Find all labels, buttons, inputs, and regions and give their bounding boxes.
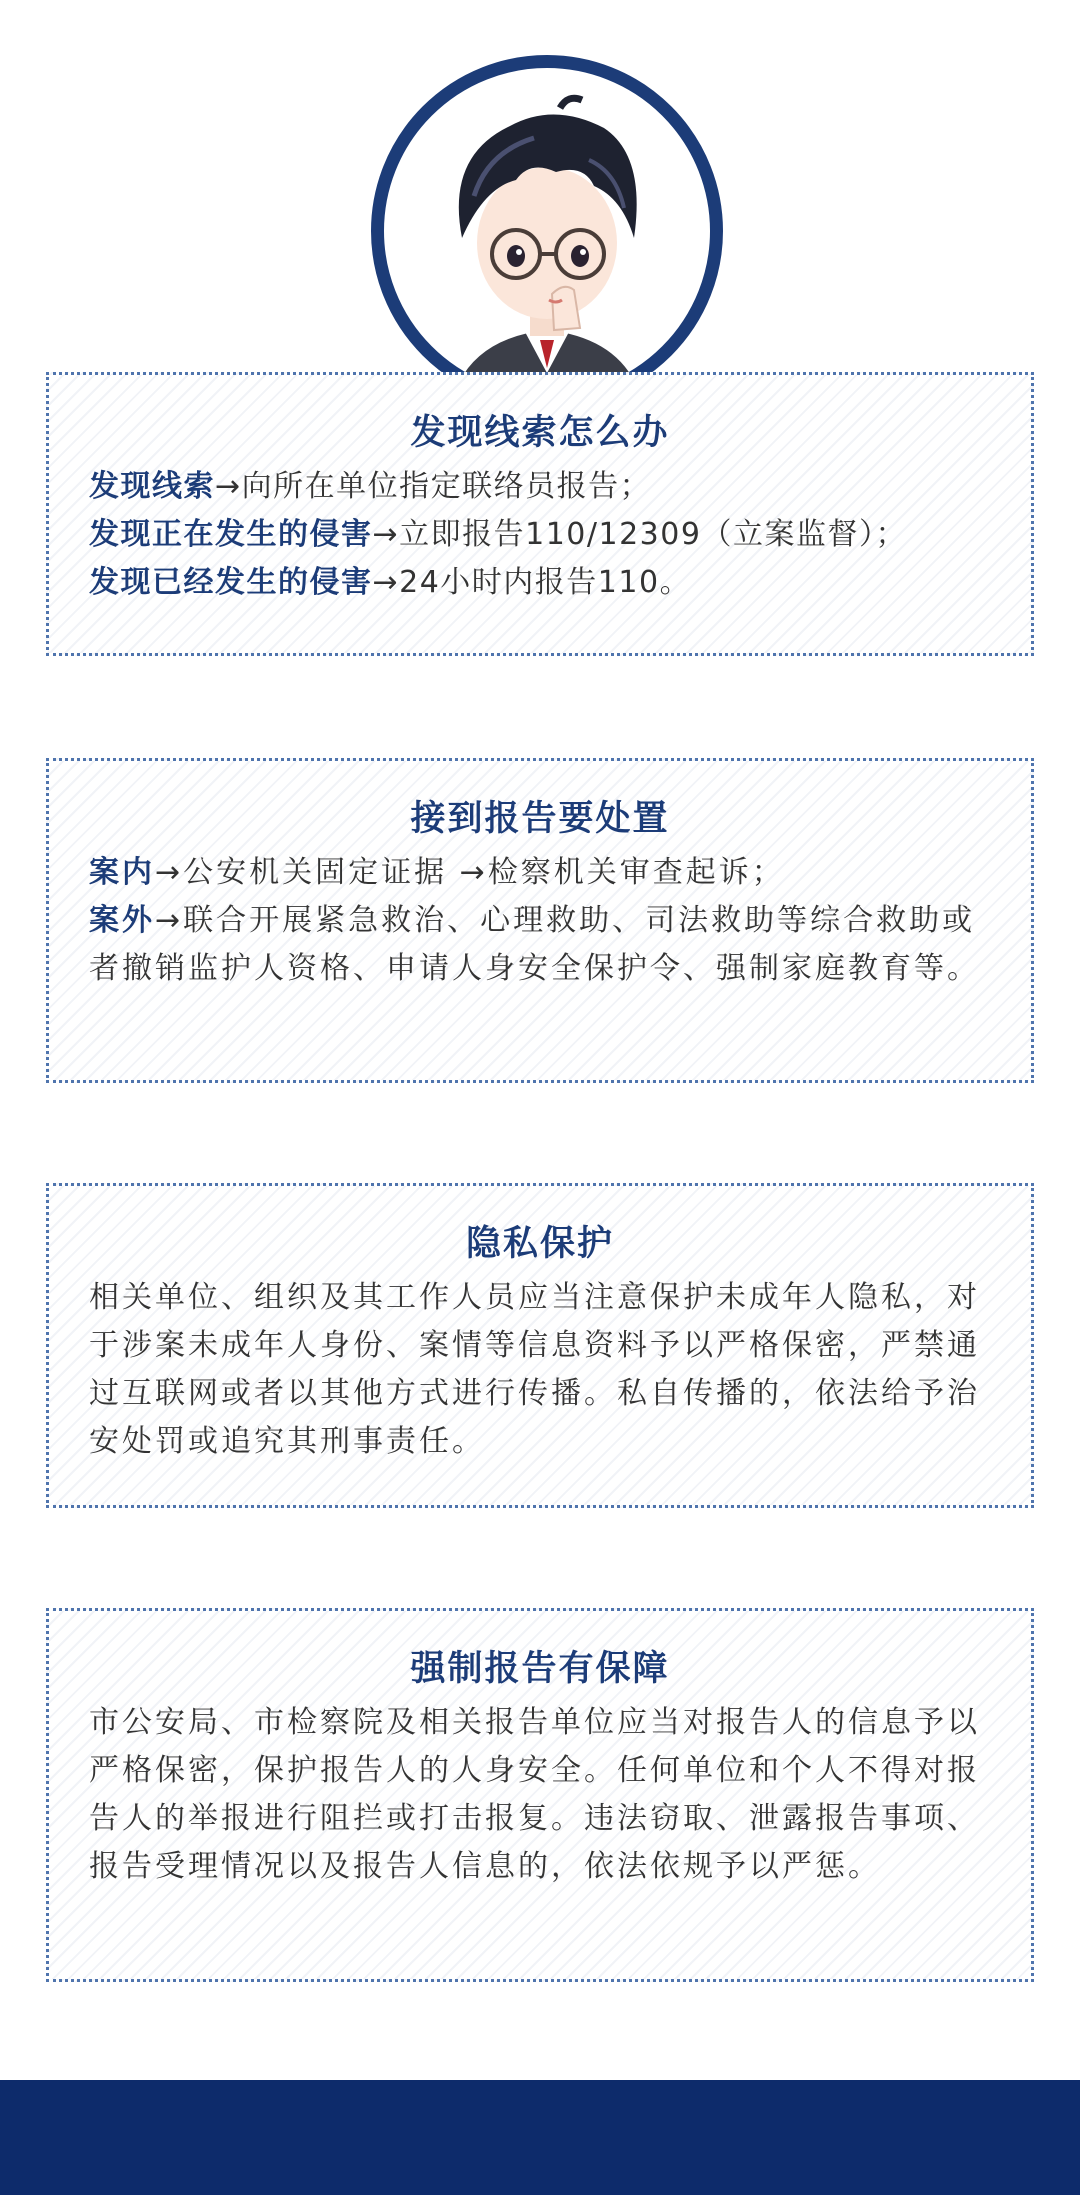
section-card-handling xyxy=(46,758,1034,1083)
line-text: →24小时内报告110。 xyxy=(372,565,692,600)
line-text: →联合开展紧急救治、心理救助、司法救助等综合救助或者撤销监护人资格、申请人身安全保护令、强制家庭教育等。 xyxy=(89,903,980,986)
footer-band xyxy=(0,2080,1080,2195)
avatar xyxy=(371,55,723,407)
keyword: 案内 xyxy=(89,855,155,890)
line-text: →公安机关固定证据 →检察机关审查起诉； xyxy=(155,855,785,890)
section-paragraph: 相关单位、组织及其工作人员应当注意保护未成年人隐私，对于涉案未成年人身份、案情等信息资料予以严格保密，严禁通过互联网或者以其他方式进行传播。私自传播的，依法给予治安处罚或追究其刑事责任。 xyxy=(89,1280,980,1459)
section-title: 接到报告要处置 xyxy=(410,799,670,839)
keyword: 发现已经发生的侵害 xyxy=(89,565,373,600)
line-text: →立即报告110/12309（立案监督）； xyxy=(372,517,907,552)
text-line xyxy=(89,511,991,559)
section-card-privacy xyxy=(46,1183,1034,1508)
section-title: 发现线索怎么办 xyxy=(410,413,670,453)
keyword: 案外 xyxy=(89,903,155,938)
section-title: 强制报告有保障 xyxy=(410,1649,670,1689)
text-line xyxy=(89,897,991,993)
keyword: 发现正在发生的侵害 xyxy=(89,517,373,552)
cartoon-prosecutor-illustration xyxy=(384,68,710,394)
section-card-guarantee xyxy=(46,1608,1034,1982)
line-text: →向所在单位指定联络员报告； xyxy=(215,469,652,504)
text-line xyxy=(89,463,991,511)
section-paragraph: 市公安局、市检察院及相关报告单位应当对报告人的信息予以严格保密，保护报告人的人身安全。任何单位和个人不得对报告人的举报进行阻拦或打击报复。违法窃取、泄露报告事项、报告受理情况以及报告人信息的，依法依规予以严惩。 xyxy=(89,1705,980,1884)
section-title: 隐私保护 xyxy=(465,1224,614,1264)
text-line xyxy=(89,849,991,897)
text-line xyxy=(89,559,991,607)
section-card-report-clue xyxy=(46,372,1034,656)
keyword: 发现线索 xyxy=(89,469,215,504)
